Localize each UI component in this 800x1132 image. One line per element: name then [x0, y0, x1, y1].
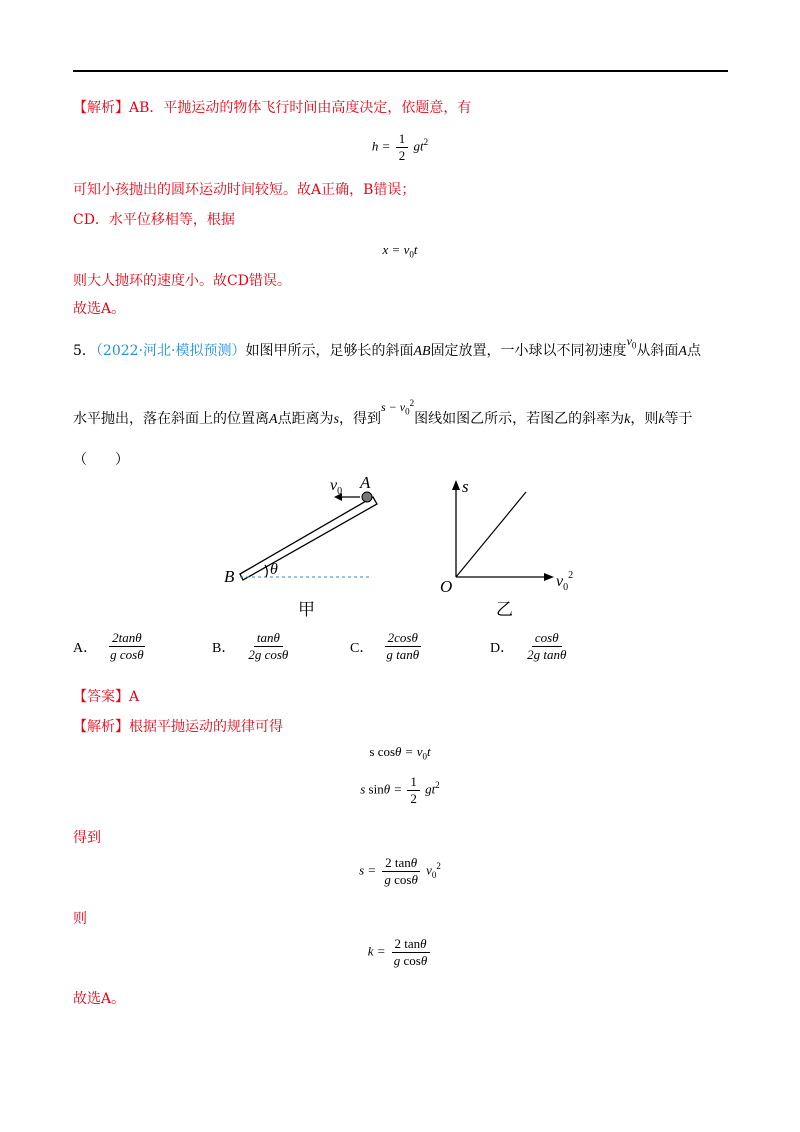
question-source: （2022·河北·模拟预测） — [95, 343, 246, 359]
caption-jia: 甲 — [298, 600, 315, 620]
answer: 【答案】A — [73, 689, 140, 705]
question-text-4: 点 — [686, 343, 701, 359]
fraction-k: $\frac{2 \tan\theta}{\text{g cosθ}}$ — [391, 936, 430, 969]
analysis-line-2: 可知小孩抛出的圆环运动时间较短。故A正确，B错误； — [73, 182, 416, 198]
question-s-v02: $s - v_0^2$ — [381, 398, 415, 417]
equation-s-cos: s $\cos\theta = v_0t$ — [369, 744, 431, 762]
fraction-one-half-2: $\frac{1}{2}$ — [407, 774, 420, 807]
option-d — [490, 630, 571, 663]
question-number: 5． — [73, 343, 96, 359]
equation-k: k = $\frac{2 \tan\theta}{\text{g cosθ}}$ — [0, 936, 800, 969]
question-line-1 — [73, 334, 701, 364]
x-axis-arrowhead — [544, 573, 554, 581]
equation-x: $x = v_0t$ — [382, 242, 418, 260]
analysis-line-5: 故选A。 — [73, 301, 126, 317]
option-a-label: A． — [73, 640, 98, 656]
question-text-6: 点距离为 — [277, 411, 334, 427]
caption-yi: 乙 — [496, 600, 513, 620]
point-b-label: B — [224, 567, 235, 586]
incline-plank — [240, 497, 377, 580]
option-c-label: C． — [350, 640, 374, 656]
option-a — [73, 630, 149, 663]
option-b-label: B． — [212, 640, 236, 656]
option-a-den: g cosθ — [110, 647, 144, 662]
option-a-fraction — [107, 630, 146, 663]
fraction-s-result: $\frac{2 \tan\theta}{\text{g cosθ}}$ — [381, 855, 420, 888]
analysis-line-4: 则大人抛环的速度小。故CD错误。 — [73, 273, 291, 289]
s-v02-line — [456, 492, 526, 577]
figure — [210, 470, 590, 620]
question-text-7: ，得到 — [339, 411, 382, 427]
graph-figure — [440, 477, 573, 620]
question-text-1: 如图甲所示，足够长的斜面 — [245, 343, 414, 359]
option-d-den: 2g tanθ — [527, 647, 567, 662]
x-axis-label: $v_0^2$ — [556, 570, 574, 593]
equation-s-result: s = $\frac{2 \tan\theta}{\text{g cosθ}}$ $v_0^2$ — [359, 855, 441, 887]
option-d-fraction — [524, 630, 569, 663]
equation-s-sin: s sinθ = $\frac{1}{2}$ $gt^2$ — [360, 774, 440, 806]
option-c-fraction — [383, 630, 422, 663]
origin-label: O — [440, 577, 453, 596]
question-text-3: 从斜面 — [636, 343, 679, 359]
fraction-one-half: $\frac{1}{2}$ — [396, 131, 409, 164]
question-s: s — [333, 412, 340, 427]
analysis2-final: 故选A。 — [73, 991, 126, 1007]
question-text-2: 固定放置，一小球以不同初速度 — [430, 343, 627, 359]
y-axis-label: s — [462, 477, 469, 496]
question-text-5: 水平抛出，落在斜面上的位置离 — [73, 411, 269, 427]
question-k: k — [624, 412, 631, 427]
analysis2-then: 则 — [73, 911, 87, 927]
top-rule — [73, 70, 728, 72]
analysis2-line-1: 【解析】根据平抛运动的规律可得 — [73, 719, 283, 735]
analysis-line-3: CD．水平位移相等，根据 — [73, 212, 235, 228]
theta-label: θ — [270, 561, 278, 578]
option-a-num: 2tanθ — [109, 630, 145, 647]
option-b — [212, 630, 293, 663]
question-v0: $v_0$ — [626, 334, 637, 351]
equation-h: h = $\frac{1}{2}$ $gt^2$ — [371, 131, 429, 163]
y-axis-arrowhead — [452, 480, 460, 490]
question-blank: （ ） — [73, 452, 129, 468]
option-d-num: cosθ — [532, 630, 562, 647]
option-b-fraction — [245, 630, 291, 663]
question-text-10: 等于 — [664, 411, 693, 427]
analysis-line-1: 【解析】AB．平抛运动的物体飞行时间由高度决定，依题意，有 — [73, 100, 472, 116]
ball-icon — [362, 492, 372, 502]
point-a-label: A — [360, 473, 371, 492]
analysis2-get: 得到 — [73, 830, 101, 846]
option-b-num: tanθ — [254, 630, 283, 647]
incline-figure — [224, 473, 377, 620]
option-d-label: D． — [490, 640, 515, 656]
question-ab: AB — [413, 344, 431, 359]
question-line-2 — [73, 398, 693, 432]
option-c-num: 2cosθ — [385, 630, 421, 647]
question-text-8: 图线如图乙所示，若图乙的斜率为 — [414, 411, 625, 427]
question-text-9: ，则 — [630, 411, 659, 427]
question-a-2: A — [269, 412, 278, 427]
option-b-den: 2g cosθ — [248, 647, 289, 662]
question-k-2: k — [658, 412, 665, 427]
option-c-den: g tanθ — [386, 647, 420, 662]
question-a: A — [678, 344, 687, 359]
v0-label: $v_0$ — [330, 477, 343, 497]
option-c — [350, 630, 424, 663]
